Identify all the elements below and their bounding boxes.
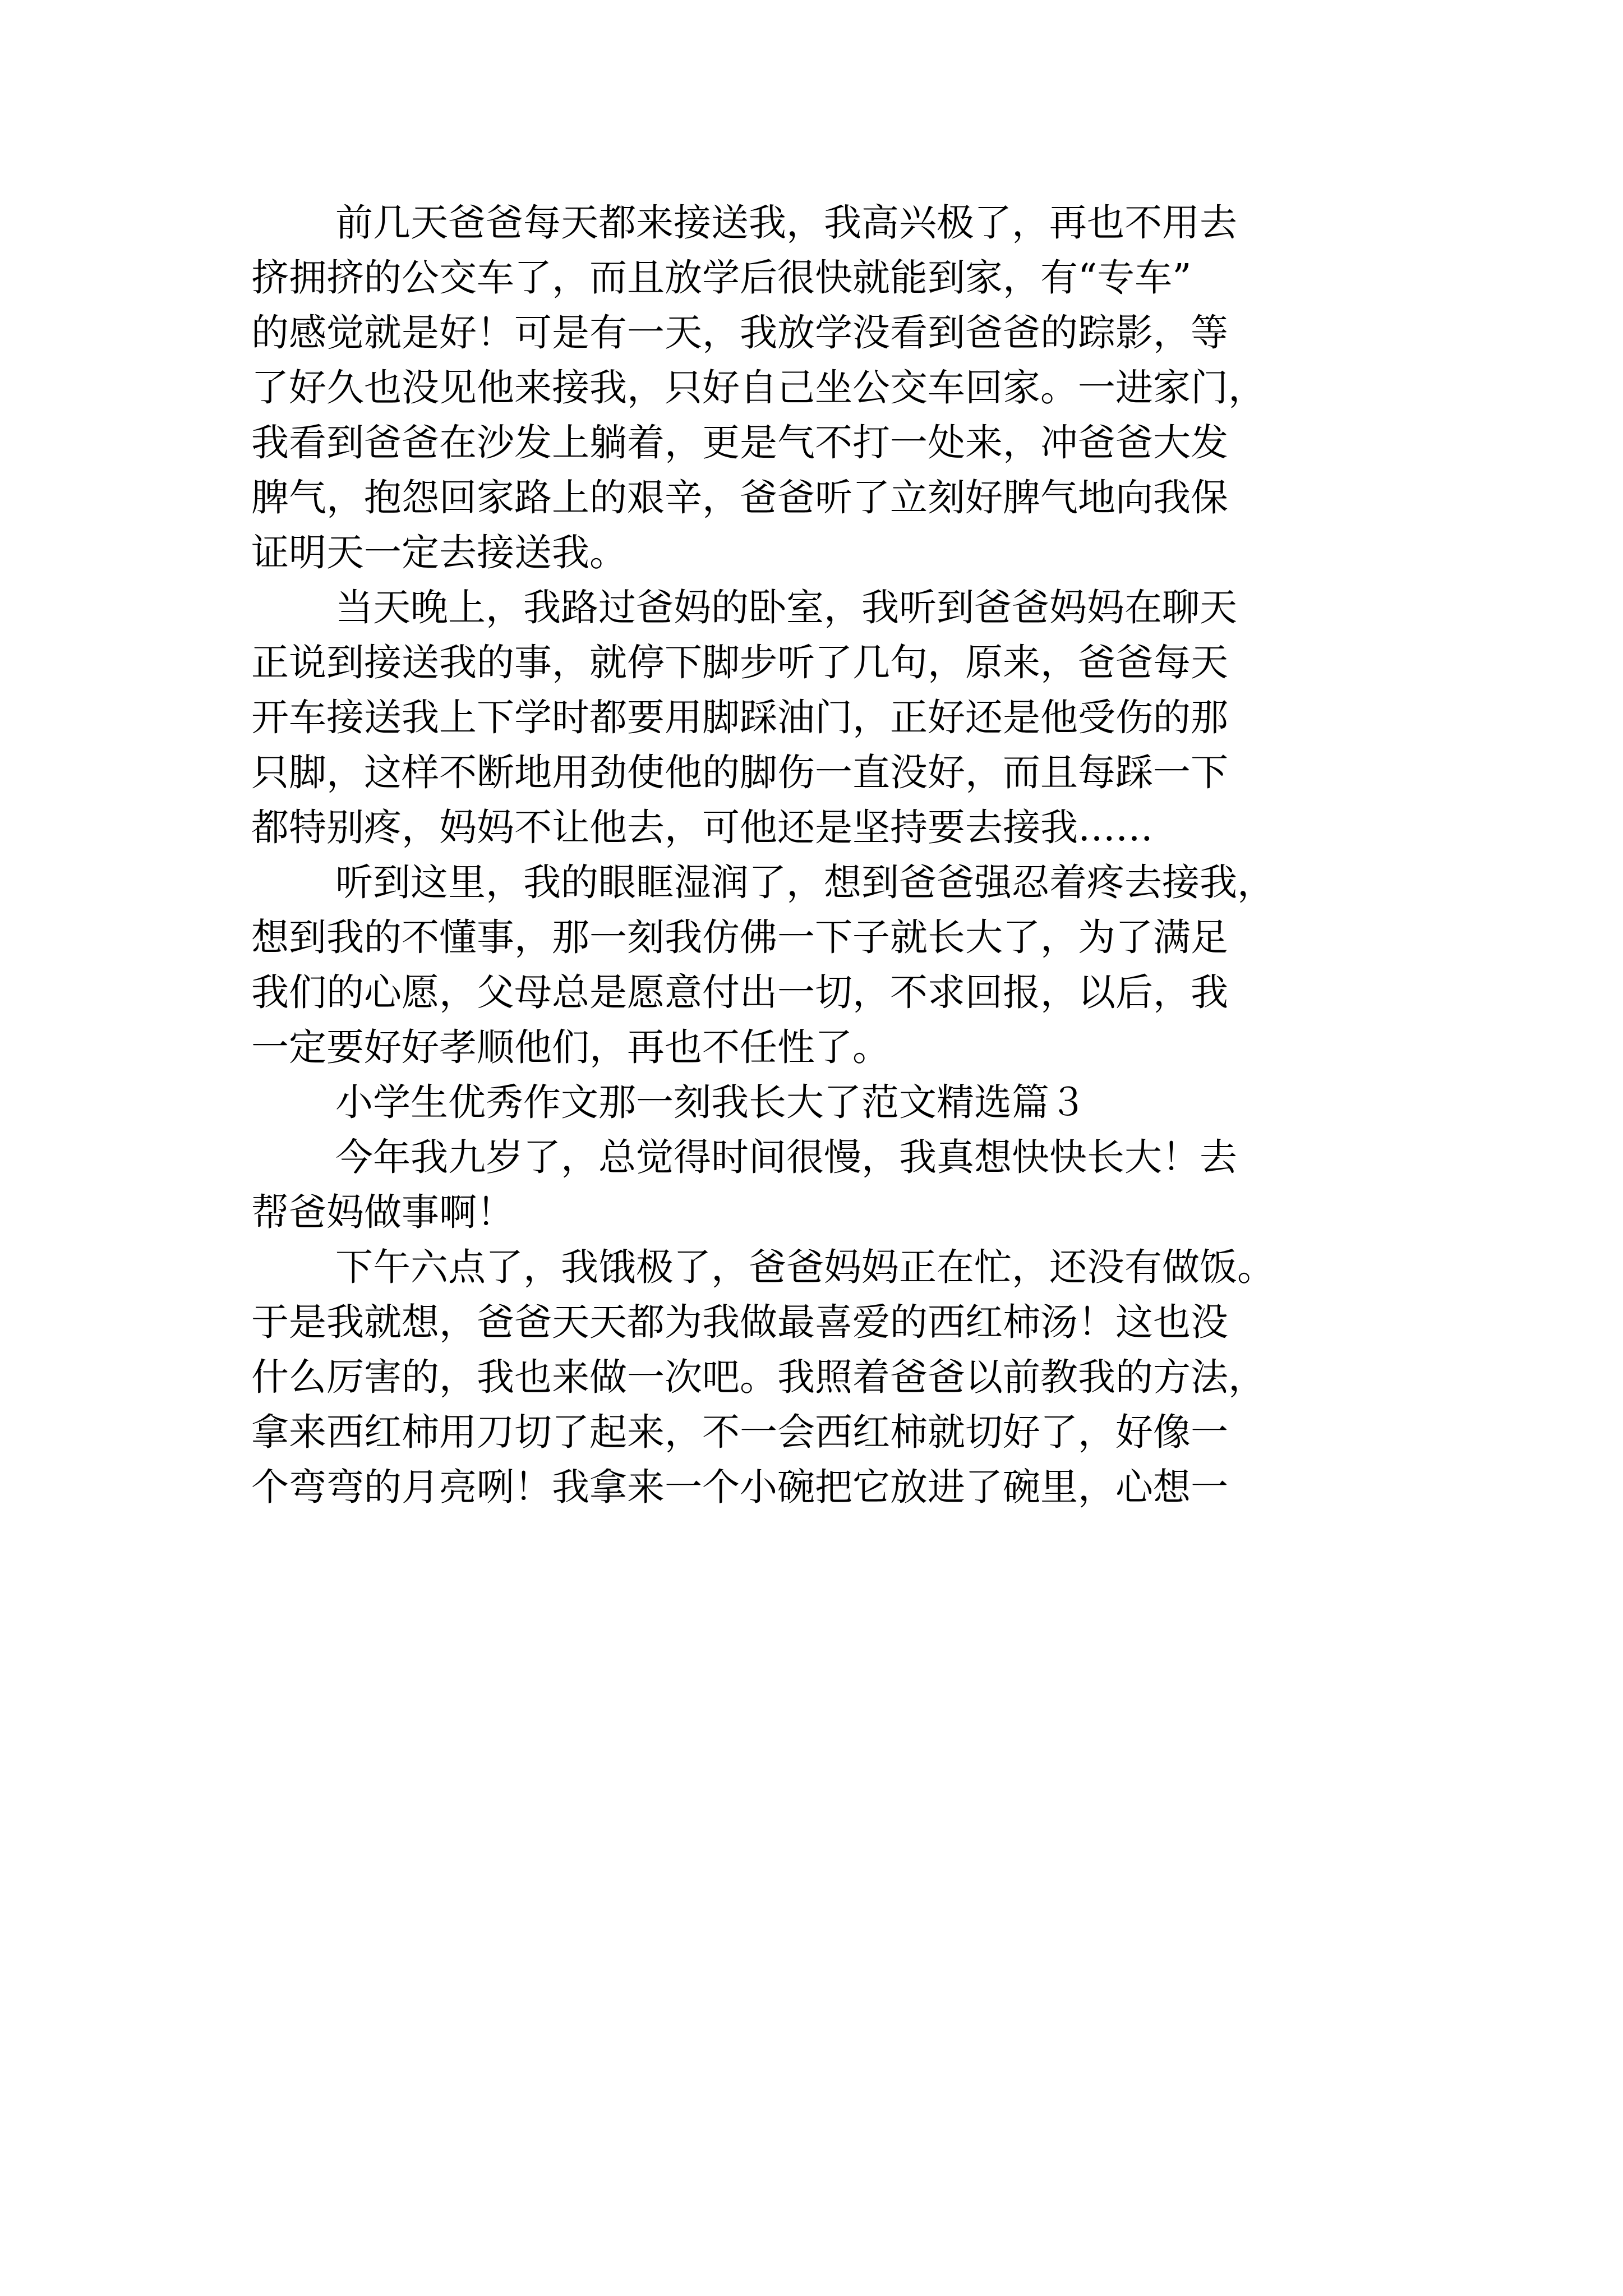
- text-line: 一定要好好孝顺他们，再也不任性了。: [251, 1025, 890, 1069]
- text-line: 正说到接送我的事，就停下脚步听了几句，原来，爸爸每天: [251, 641, 1228, 684]
- text-line: 当天晚上，我路过爸妈的卧室，我听到爸爸妈妈在聊天: [335, 586, 1237, 629]
- text-line: 想到我的不懂事，那一刻我仿佛一下子就长大了，为了满足: [251, 915, 1228, 959]
- text-line: 挤拥挤的公交车了，而且放学后很快就能到家，有“专车”: [251, 256, 1192, 300]
- text-line: 证明天一定去接送我。: [251, 531, 627, 574]
- text-line: 了好久也没见他来接我，只好自己坐公交车回家。一进家门，: [251, 366, 1266, 409]
- text-line: 拿来西红柿用刀切了起来，不一会西红柿就切好了，好像一: [251, 1410, 1228, 1454]
- text-line: 下午六点了，我饿极了，爸爸妈妈正在忙，还没有做饭。: [335, 1245, 1275, 1289]
- text-line: 我们的心愿，父母总是愿意付出一切，不求回报，以后，我: [251, 970, 1228, 1014]
- text-line: 都特别疼，妈妈不让他去，可他还是坚持要去接我……: [251, 806, 1153, 849]
- heading-text: 小学生优秀作文那一刻我长大了范文精选篇３: [335, 1080, 1087, 1124]
- text-line: 听到这里，我的眼眶湿润了，想到爸爸强忍着疼去接我，: [335, 861, 1275, 904]
- text-line: 的感觉就是好！可是有一天，我放学没看到爸爸的踪影，等: [251, 311, 1228, 355]
- text-line: 开车接送我上下学时都要用脚踩油门，正好还是他受伤的那: [251, 696, 1228, 739]
- text-line: 于是我就想，爸爸天天都为我做最喜爱的西红柿汤！这也没: [251, 1300, 1228, 1344]
- text-line: 帮爸妈做事啊！: [251, 1190, 514, 1234]
- text-line: 个弯弯的月亮咧！我拿来一个小碗把它放进了碗里，心想一: [251, 1465, 1228, 1509]
- text-line: 我看到爸爸在沙发上躺着，更是气不打一处来，冲爸爸大发: [251, 421, 1228, 464]
- text-line: 只脚，这样不断地用劲使他的脚伤一直没好，而且每踩一下: [251, 751, 1228, 794]
- text-line: 今年我九岁了，总觉得时间很慢，我真想快快长大！去: [335, 1135, 1237, 1179]
- text-line: 脾气，抱怨回家路上的艰辛，爸爸听了立刻好脾气地向我保: [251, 476, 1228, 519]
- text-line: 什么厉害的，我也来做一次吧。我照着爸爸以前教我的方法，: [251, 1355, 1266, 1399]
- text-line: 前几天爸爸每天都来接送我，我高兴极了，再也不用去: [335, 201, 1237, 245]
